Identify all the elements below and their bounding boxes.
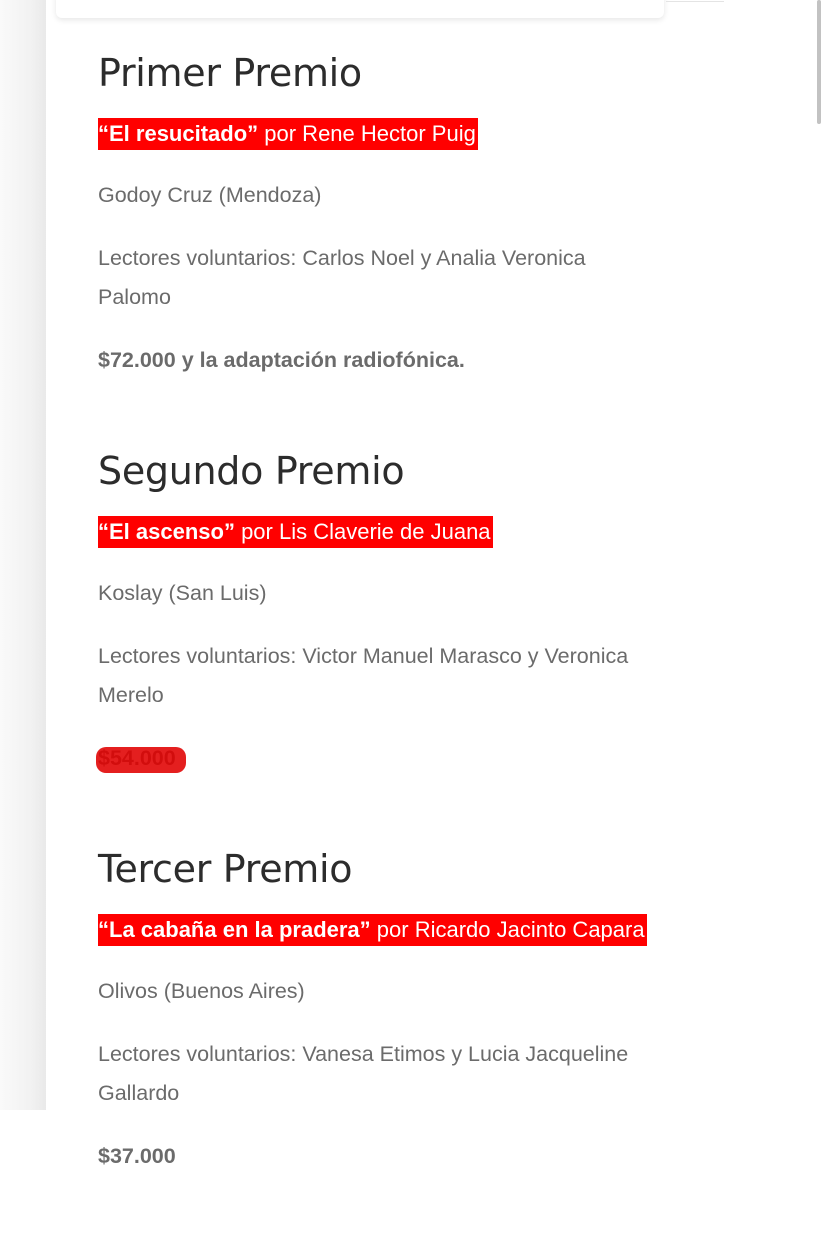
winner-highlight [98, 516, 493, 548]
winner-location: Olivos (Buenos Aires) [98, 979, 305, 1003]
readers-line-1: Lectores voluntarios: Victor Manuel Marasco y Veronica [98, 644, 629, 668]
prize-section-third [98, 846, 718, 1198]
top-divider [666, 1, 724, 2]
readers-line-2: Palomo [98, 285, 171, 309]
prize-section-second [98, 448, 718, 778]
red-scribble-mark [96, 747, 186, 773]
winner-location: Koslay (San Luis) [98, 581, 267, 605]
winner-highlight [98, 118, 478, 150]
work-author: por Ricardo Jacinto Capara [370, 917, 645, 942]
prize-heading: Primer Premio [98, 51, 362, 95]
volunteer-readers [98, 637, 718, 715]
winner-location: Godoy Cruz (Mendoza) [98, 183, 322, 207]
prize-heading: Tercer Premio [98, 847, 353, 891]
work-title: “El resucitado” [98, 121, 259, 146]
work-author: por Lis Claverie de Juana [234, 519, 491, 544]
work-author: por Rene Hector Puig [258, 121, 476, 146]
volunteer-readers [98, 239, 718, 317]
scrollbar-thumb[interactable] [817, 0, 821, 124]
work-title: “El ascenso” [98, 519, 235, 544]
readers-line-1: Lectores voluntarios: Carlos Noel y Analia Veronica [98, 246, 586, 270]
readers-line-2: Gallardo [98, 1081, 180, 1105]
top-card-edge [56, 0, 664, 18]
left-panel-shadow [0, 0, 46, 1110]
readers-line-2: Merelo [98, 683, 164, 707]
prize-amount: $37.000 [98, 1144, 176, 1168]
work-title: “La cabaña en la pradera” [98, 917, 371, 942]
readers-line-1: Lectores voluntarios: Vanesa Etimos y Lucia Jacqueline [98, 1042, 629, 1066]
prize-section-first [98, 50, 718, 402]
prize-heading: Segundo Premio [98, 449, 405, 493]
winner-highlight [98, 914, 647, 946]
prize-amount-scribbled [98, 739, 176, 778]
prize-amount: $72.000 y la adaptación radiofónica. [98, 348, 465, 372]
volunteer-readers [98, 1035, 718, 1113]
